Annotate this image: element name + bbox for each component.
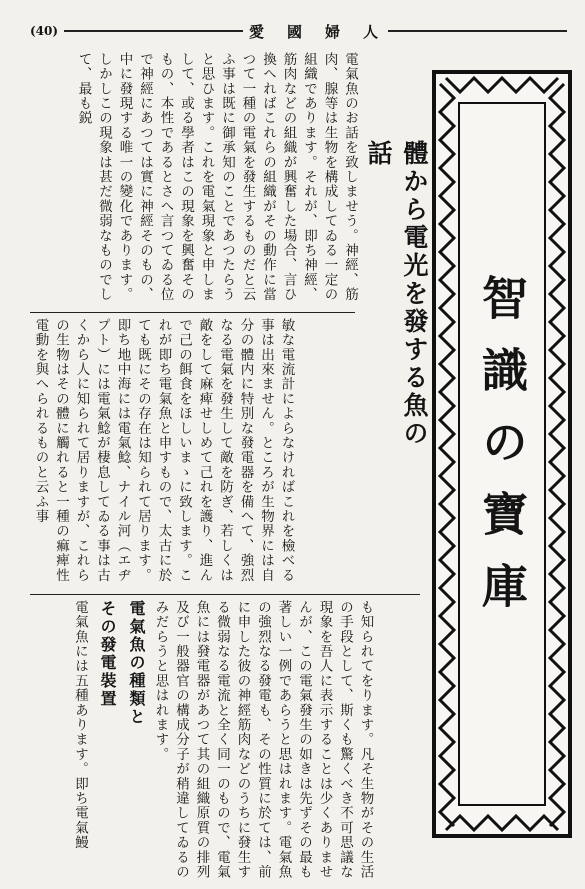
page-number: (40) [30, 24, 59, 38]
running-header [30, 18, 573, 44]
header-rule-right [388, 30, 567, 32]
magazine-title: 愛 國 婦 人 [249, 22, 383, 41]
section-title: 智識の寶庫 [475, 274, 529, 634]
paragraph-text: 電氣魚のお話を致しませう。神經、筋肉、腺等は生物を構成してゐる一定の組織であります。それが、即ち神經、筋肉などの組織が興奮した場合、言ひ換へればこれらの組織がその動作に當つて一種の電氣を發生するものだと云ふ事は既に御承知のことであつたらうと思ひます。これを電氣現象と申しまして、或る學者はこの現象を興奮そのもの、本性であるとさへ言つてゐる位で神經にあつては實に神經そのもの、中に發現する唯一の變化であります。しかしこの現象は甚だ微弱なものでして、最も鋭 [75, 52, 358, 302]
paragraph-text: 敏な電流計によらなければこれを檢べる事は出來ません。ところが生物界には自分の體内に特別な發電器を備へて、強烈なる電氣を發生して敵を防ぎ、若しくは敵をして麻痺せしめて己れを護り、進んで己の餌食をほしいまゝに致します。これが即ち電氣魚と申すもので、太古に於ても既にその存在は知られて居ります。即ち地中海には電氣鯰、ナイル河（エヂプト）には電氣鯰が棲息してゐる事は古くから人に知られて居りますが、これらの生物はその體に觸れると一種の痲痺性電動を與へられるものと云ふ事 [32, 318, 295, 583]
section-title-panel [432, 70, 572, 838]
article-paragraph-3 [150, 600, 420, 880]
article-paragraph-1 [30, 52, 360, 312]
header-rule-left [64, 30, 243, 32]
article-title: 體から電光を發する魚の話 [364, 140, 429, 448]
subsection [30, 600, 148, 880]
article-paragraph-2 [30, 318, 352, 590]
subsection-text: 電氣魚には五種あります。即ち電氣鰻 [72, 600, 88, 850]
subheading-1: 電氣魚の種類と [127, 600, 146, 726]
section-rule [30, 312, 355, 313]
section-rule [30, 594, 420, 595]
title-frame [458, 102, 546, 806]
subheading-2: その發電裝置 [98, 600, 117, 708]
paragraph-text: も知られてをります。凡そ生物がその生活の手段として、斯くも驚くべき不可思議な現象を吾人に表示することは少くありませんが、この電氣發生の如きは先ずその最も著しい一例であらうと思はれます。電氣魚の強烈なる發電も、その性質に於ては、前に申した彼の神經筋肉などのうちに發生する微弱なる電流と全く同一のもので、電氣魚には發電器があつて其の組織原質の排列及び一般器官の構成分子が稍違してゐるのみだらうと思はれます。 [152, 600, 374, 880]
